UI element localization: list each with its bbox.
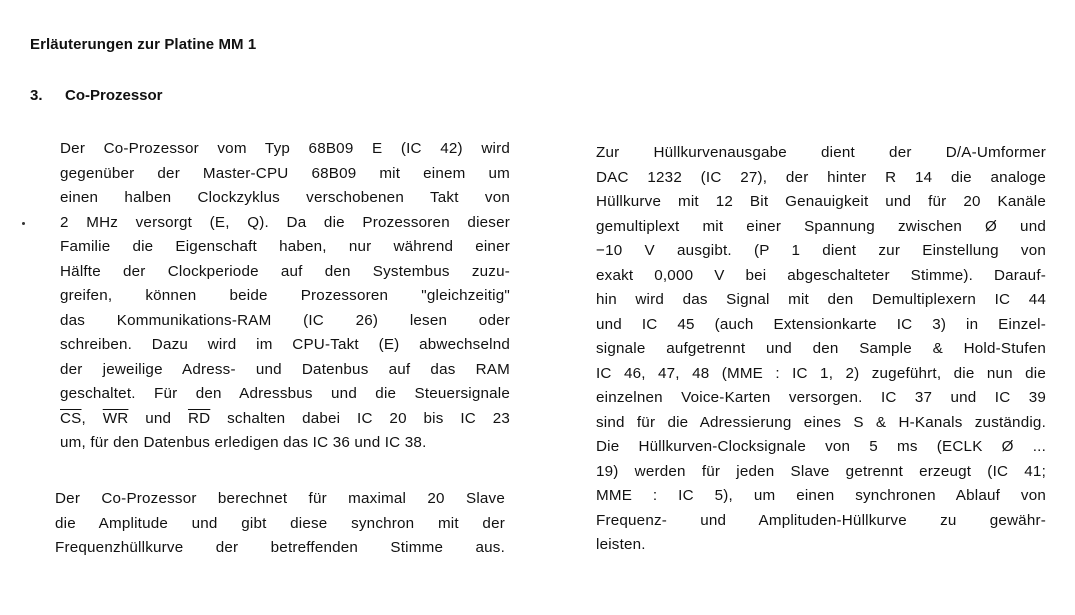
- text-line: Frequenz- und Amplituden-Hüllkurve zu gewähr-: [596, 511, 1046, 529]
- signal-rest: schalten dabei IC 20 bis IC 23: [210, 409, 510, 427]
- text-line: exakt 0,000 V bei abgeschalteter Stimme). Darauf-: [596, 266, 1046, 284]
- text-line: Hälfte der Clockperiode auf den Systembus zuzu-: [60, 262, 510, 280]
- text-line: Der Co-Prozessor berechnet für maximal 20 Slave: [55, 490, 505, 507]
- text-line: DAC 1232 (IC 27), der hinter R 14 die analoge: [596, 168, 1046, 186]
- text-line: gemultiplext mit einer Spannung zwischen Ø und: [596, 217, 1046, 235]
- text-line: Die Hüllkurven-Clocksignale von 5 ms (ECLK Ø ...: [596, 438, 1046, 455]
- text-line: leisten.: [596, 536, 646, 553]
- text-line: MME : IC 5), um einen synchronen Ablauf von: [596, 487, 1046, 504]
- left-paragraph-2: [55, 487, 505, 561]
- signal-separator: ,: [81, 409, 103, 427]
- signal-wr: $\overline{WR}$: [102, 409, 129, 427]
- section-title: Co-Prozessor: [65, 87, 163, 104]
- text-line: geschaltet. Für den Adressbus und die Steuersignale: [60, 385, 510, 402]
- signal-rd: $\overline{RD}$: [187, 409, 211, 427]
- signal-line: [60, 407, 510, 432]
- text-line: Hüllkurve mit 12 Bit Genauigkeit und für 20 Kanäle: [596, 193, 1046, 210]
- text-line: die Amplitude und gibt diese synchron mit der: [55, 514, 505, 532]
- text-line: gegenüber der Master-CPU 68B09 mit einem um: [60, 164, 510, 182]
- text-line: IC 46, 47, 48 (MME : IC 1, 2) zugeführt, die nun die: [596, 364, 1046, 382]
- text-line: und IC 45 (auch Extensionkarte IC 3) in Einzel-: [596, 315, 1046, 333]
- text-line: greifen, können beide Prozessoren "gleichzeitig": [60, 287, 510, 304]
- text-line: einzelnen Voice-Karten versorgen. IC 37 und IC 39: [596, 389, 1046, 406]
- text-line: um, für den Datenbus erledigen das IC 36 und IC 38.: [60, 434, 427, 451]
- text-line: der jeweilige Adress- und Datenbus auf das RAM: [60, 360, 510, 378]
- text-line: 2 MHz versorgt (E, Q). Da die Prozessoren dieser: [60, 213, 510, 231]
- text-line: das Kommunikations-RAM (IC 26) lesen oder: [60, 311, 510, 329]
- right-paragraph: [596, 141, 1046, 558]
- section-number: 3.: [30, 87, 43, 104]
- text-line: einen halben Clockzyklus verschobenen Takt von: [60, 189, 510, 206]
- document-header: Erläuterungen zur Platine MM 1: [30, 36, 257, 53]
- text-line: 19) werden für jeden Slave getrennt erzeugt (IC 41;: [596, 462, 1046, 480]
- text-line: Frequenzhüllkurve der betreffenden Stimme aus.: [55, 539, 505, 556]
- text-line: signale aufgetrennt und den Sample & Hold-Stufen: [596, 340, 1046, 357]
- text-line: −10 V ausgibt. (P 1 dient zur Einstellung von: [596, 242, 1046, 259]
- text-line: Familie die Eigenschaft haben, nur während einer: [60, 238, 510, 255]
- text-line: schreiben. Dazu wird im CPU-Takt (E) abwechselnd: [60, 336, 510, 353]
- signal-cs: $\overline{CS}$: [60, 409, 82, 427]
- text-line: hin wird das Signal mit den Demultiplexern IC 44: [596, 291, 1046, 308]
- text-line: Der Co-Prozessor vom Typ 68B09 E (IC 42) wird: [60, 140, 510, 157]
- left-paragraph-1: [60, 137, 510, 456]
- text-line: sind für die Adressierung eines S & H-Kanals zuständig.: [596, 413, 1046, 431]
- signal-and: und: [128, 409, 188, 427]
- scan-speck: [22, 222, 25, 225]
- text-line: Zur Hüllkurvenausgabe dient der D/A-Umformer: [596, 144, 1046, 161]
